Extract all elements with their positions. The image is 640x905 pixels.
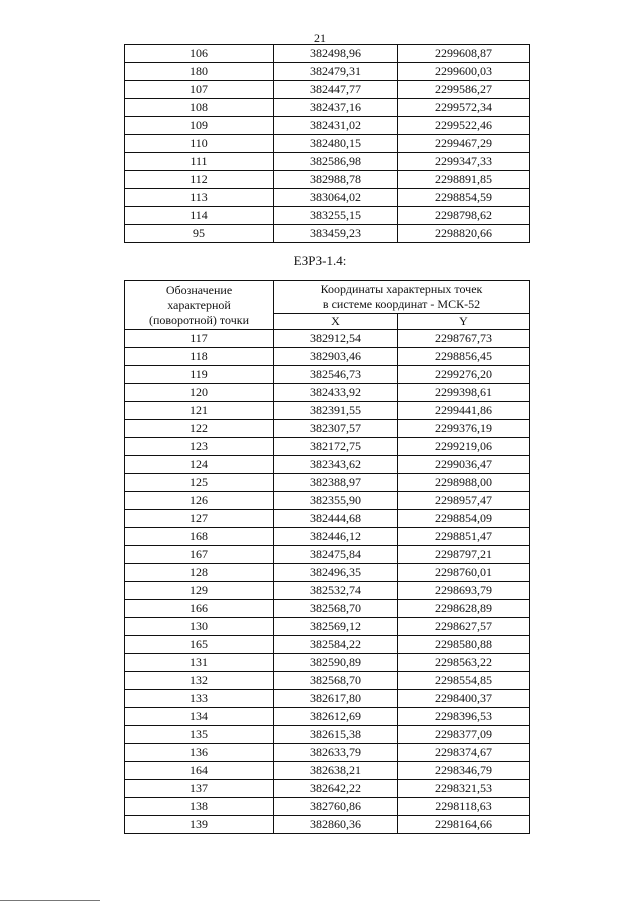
point-id-cell: 123 [125,438,274,456]
table-row [125,153,530,171]
point-id-cell: 180 [125,63,274,81]
point-id-cell: 122 [125,420,274,438]
table-row [125,366,530,384]
x-coordinate-cell: 382475,84 [274,546,398,564]
y-coordinate-cell: 2298627,57 [398,618,530,636]
coordinates-table [124,280,530,834]
point-id-cell: 135 [125,726,274,744]
x-coordinate-cell: 382860,36 [274,816,398,834]
x-coordinate-cell: 382612,69 [274,708,398,726]
point-id-cell: 106 [125,45,274,63]
point-id-cell: 136 [125,744,274,762]
point-id-cell: 126 [125,492,274,510]
header-y: Y [398,314,530,330]
y-coordinate-cell: 2298346,79 [398,762,530,780]
y-coordinate-cell: 2298957,47 [398,492,530,510]
x-coordinate-cell: 382433,92 [274,384,398,402]
table-row [125,582,530,600]
table-row [125,618,530,636]
header-coordinates-line-2: в системе координат - МСК-52 [322,297,481,311]
table-row [125,528,530,546]
x-coordinate-cell: 382584,22 [274,636,398,654]
point-id-cell: 165 [125,636,274,654]
x-coordinate-cell: 382388,97 [274,474,398,492]
x-coordinate-cell: 382447,77 [274,81,398,99]
coordinates-table-body [125,330,530,834]
y-coordinate-cell: 2299586,27 [398,81,530,99]
point-id-cell: 119 [125,366,274,384]
point-id-cell: 112 [125,171,274,189]
x-coordinate-cell: 382172,75 [274,438,398,456]
x-coordinate-cell: 382903,46 [274,348,398,366]
y-coordinate-cell: 2298820,66 [398,225,530,243]
point-id-cell: 107 [125,81,274,99]
point-id-cell: 132 [125,672,274,690]
x-coordinate-cell: 382431,02 [274,117,398,135]
table-row [125,189,530,207]
y-coordinate-cell: 2298377,09 [398,726,530,744]
y-coordinate-cell: 2298400,37 [398,690,530,708]
y-coordinate-cell: 2299467,29 [398,135,530,153]
x-coordinate-cell: 382760,86 [274,798,398,816]
table-row [125,348,530,366]
x-coordinate-cell: 382355,90 [274,492,398,510]
x-coordinate-cell: 382480,15 [274,135,398,153]
table-row [125,402,530,420]
x-coordinate-cell: 382343,62 [274,456,398,474]
table-row [125,207,530,225]
y-coordinate-cell: 2299276,20 [398,366,530,384]
table-row [125,438,530,456]
y-coordinate-cell: 2299608,87 [398,45,530,63]
point-id-cell: 130 [125,618,274,636]
point-id-cell: 118 [125,348,274,366]
point-id-cell: 113 [125,189,274,207]
y-coordinate-cell: 2299347,33 [398,153,530,171]
y-coordinate-cell: 2298891,85 [398,171,530,189]
point-id-cell: 139 [125,816,274,834]
y-coordinate-cell: 2298797,21 [398,546,530,564]
table-row [125,708,530,726]
x-coordinate-cell: 382642,22 [274,780,398,798]
table-row [125,384,530,402]
y-coordinate-cell: 2298563,22 [398,654,530,672]
x-coordinate-cell: 382568,70 [274,672,398,690]
x-coordinate-cell: 382615,38 [274,726,398,744]
y-coordinate-cell: 2298767,73 [398,330,530,348]
y-coordinate-cell: 2299036,47 [398,456,530,474]
y-coordinate-cell: 2298988,00 [398,474,530,492]
header-coordinates-line-1: Координаты характерных точек [320,282,483,296]
x-coordinate-cell: 382498,96 [274,45,398,63]
table-row [125,171,530,189]
table-row [125,672,530,690]
point-id-cell: 124 [125,456,274,474]
table-row [125,654,530,672]
table-row [125,99,530,117]
y-coordinate-cell: 2299572,34 [398,99,530,117]
point-id-cell: 138 [125,798,274,816]
table-row [125,780,530,798]
y-coordinate-cell: 2298854,59 [398,189,530,207]
header-coordinates [274,281,530,314]
y-coordinate-cell: 2298851,47 [398,528,530,546]
point-id-cell: 109 [125,117,274,135]
table-row [125,546,530,564]
table-row [125,744,530,762]
y-coordinate-cell: 2299522,46 [398,117,530,135]
y-coordinate-cell: 2298321,53 [398,780,530,798]
table-row [125,135,530,153]
table-row [125,456,530,474]
header-point-designation [125,281,274,330]
x-coordinate-cell: 382307,57 [274,420,398,438]
y-coordinate-cell: 2298760,01 [398,564,530,582]
point-id-cell: 114 [125,207,274,225]
y-coordinate-cell: 2298374,67 [398,744,530,762]
point-id-cell: 121 [125,402,274,420]
y-coordinate-cell: 2298854,09 [398,510,530,528]
header-point-line-3: (поворотной) точки [149,312,249,327]
x-coordinate-cell: 382446,12 [274,528,398,546]
x-coordinate-cell: 382479,31 [274,63,398,81]
y-coordinate-cell: 2298580,88 [398,636,530,654]
point-id-cell: 95 [125,225,274,243]
table-row [125,117,530,135]
point-id-cell: 120 [125,384,274,402]
point-id-cell: 166 [125,600,274,618]
x-coordinate-cell: 382633,79 [274,744,398,762]
coordinates-table-continued-body [125,45,530,243]
x-coordinate-cell: 383064,02 [274,189,398,207]
point-id-cell: 111 [125,153,274,171]
point-id-cell: 128 [125,564,274,582]
point-id-cell: 127 [125,510,274,528]
x-coordinate-cell: 383255,15 [274,207,398,225]
point-id-cell: 108 [125,99,274,117]
y-coordinate-cell: 2298164,66 [398,816,530,834]
point-id-cell: 134 [125,708,274,726]
x-coordinate-cell: 382391,55 [274,402,398,420]
table-row [125,798,530,816]
table-row [125,330,530,348]
point-id-cell: 129 [125,582,274,600]
y-coordinate-cell: 2298396,53 [398,708,530,726]
y-coordinate-cell: 2299600,03 [398,63,530,81]
y-coordinate-cell: 2298554,85 [398,672,530,690]
header-x: X [274,314,398,330]
x-coordinate-cell: 382617,80 [274,690,398,708]
table-row [125,81,530,99]
header-point-line-1: Обозначение [165,282,233,297]
x-coordinate-cell: 382532,74 [274,582,398,600]
x-coordinate-cell: 382444,68 [274,510,398,528]
x-coordinate-cell: 382586,98 [274,153,398,171]
coordinates-table-continued [124,44,530,243]
x-coordinate-cell: 382496,35 [274,564,398,582]
table-row [125,816,530,834]
table-row [125,474,530,492]
table-row [125,600,530,618]
table-row [125,420,530,438]
y-coordinate-cell: 2298118,63 [398,798,530,816]
table-row [125,690,530,708]
point-id-cell: 131 [125,654,274,672]
table-row [125,564,530,582]
x-coordinate-cell: 382546,73 [274,366,398,384]
header-point-line-2: характерной [167,297,231,312]
x-coordinate-cell: 382638,21 [274,762,398,780]
y-coordinate-cell: 2298798,62 [398,207,530,225]
table-row [125,636,530,654]
x-coordinate-cell: 382590,89 [274,654,398,672]
x-coordinate-cell: 382568,70 [274,600,398,618]
x-coordinate-cell: 383459,23 [274,225,398,243]
y-coordinate-cell: 2299219,06 [398,438,530,456]
y-coordinate-cell: 2298693,79 [398,582,530,600]
point-id-cell: 133 [125,690,274,708]
x-coordinate-cell: 382569,12 [274,618,398,636]
page-number: 21 [314,31,326,45]
point-id-cell: 117 [125,330,274,348]
point-id-cell: 110 [125,135,274,153]
table-row [125,45,530,63]
y-coordinate-cell: 2299398,61 [398,384,530,402]
point-id-cell: 168 [125,528,274,546]
x-coordinate-cell: 382912,54 [274,330,398,348]
point-id-cell: 164 [125,762,274,780]
y-coordinate-cell: 2299376,19 [398,420,530,438]
table-row [125,762,530,780]
coordinates-table-header [125,281,530,330]
table-row [125,726,530,744]
section-title: ЕЗРЗ-1.4: [293,253,347,268]
table-row [125,510,530,528]
y-coordinate-cell: 2299441,86 [398,402,530,420]
point-id-cell: 137 [125,780,274,798]
table-row [125,225,530,243]
scan-artifact-line [0,900,100,901]
table-row [125,63,530,81]
x-coordinate-cell: 382988,78 [274,171,398,189]
point-id-cell: 167 [125,546,274,564]
y-coordinate-cell: 2298628,89 [398,600,530,618]
x-coordinate-cell: 382437,16 [274,99,398,117]
table-row [125,492,530,510]
y-coordinate-cell: 2298856,45 [398,348,530,366]
point-id-cell: 125 [125,474,274,492]
